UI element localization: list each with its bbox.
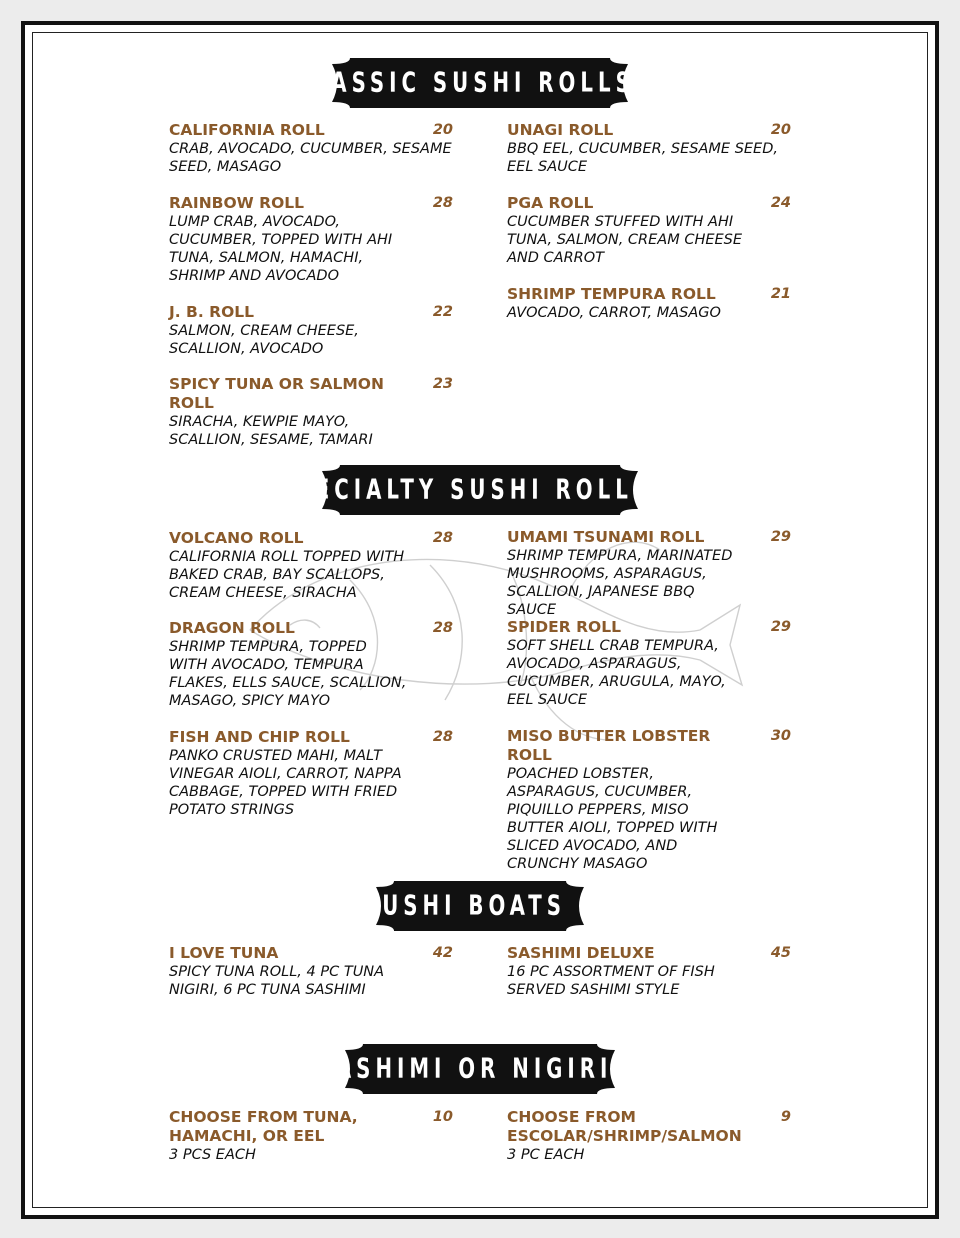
item-description: SHRIMP TEMPURA, MARINATED MUSHROOMS, ASPARAGUS, SCALLION, JAPANESE BBQ SAUCE <box>507 548 733 618</box>
menu-item <box>169 194 409 285</box>
menu-item <box>507 727 747 873</box>
menu-item <box>169 1108 369 1164</box>
item-description: SIRACHA, KEWPIE MAYO, SCALLION, SESAME, TAMARI <box>169 414 373 448</box>
item-name: UMAMI TSUNAMI ROLL <box>507 528 705 546</box>
item-name: SASHIMI DELUXE <box>507 944 655 962</box>
item-price: 20 <box>432 122 453 138</box>
item-price: 30 <box>770 728 791 744</box>
menu-item <box>169 529 409 602</box>
section-mark: * <box>588 889 598 911</box>
item-description: CUCUMBER STUFFED WITH AHI TUNA, SALMON, CREAM CHEESE AND CARROT <box>507 214 743 266</box>
menu-item <box>169 944 394 999</box>
section-mark: * <box>674 473 684 495</box>
item-price: 45 <box>770 945 791 961</box>
section-mark: * <box>656 66 666 88</box>
section-banner-classic <box>0 58 960 108</box>
item-description: SPICY TUNA ROLL, 4 PC TUNA NIGIRI, 6 PC TUNA SASHIMI <box>169 964 385 998</box>
menu-item <box>507 194 747 267</box>
item-name: I LOVE TUNA <box>169 944 279 962</box>
menu-item <box>169 728 409 819</box>
section-mark: * <box>634 1052 644 1074</box>
section-banner-boats <box>0 881 960 931</box>
section-title-classic: CLASSIC SUSHI ROLLS <box>294 67 635 99</box>
item-price: 29 <box>770 619 791 635</box>
menu-item <box>507 528 747 619</box>
item-price: 23 <box>432 376 453 392</box>
item-name: J. B. ROLL <box>169 303 255 321</box>
item-price: 21 <box>770 286 791 302</box>
item-name: RAINBOW ROLL <box>169 194 305 212</box>
item-name: SPIDER ROLL <box>507 618 621 636</box>
item-name: MISO BUTTER LOBSTER ROLL <box>507 727 711 764</box>
item-description: LUMP CRAB, AVOCADO, CUCUMBER, TOPPED WITH AHI TUNA, SALMON, HAMACHI, SHRIMP AND AVOCADO <box>169 214 393 284</box>
item-description: 3 PC EACH <box>507 1147 585 1163</box>
menu-item <box>507 285 792 322</box>
section-title-boats: SUSHI BOATS <box>362 890 567 922</box>
item-price: 28 <box>432 729 453 745</box>
item-price: 28 <box>432 620 453 636</box>
item-name: DRAGON ROLL <box>169 619 295 637</box>
menu-item <box>507 944 732 999</box>
item-price: 22 <box>432 304 453 320</box>
item-description: CRAB, AVOCADO, CUCUMBER, SESAME SEED, MASAGO <box>169 141 452 175</box>
section-banner-specialty <box>0 465 960 515</box>
item-description: BBQ EEL, CUCUMBER, SESAME SEED, EEL SAUCE <box>507 141 778 175</box>
item-description: POACHED LOBSTER, ASPARAGUS, CUCUMBER, PIQUILLO PEPPERS, MISO BUTTER AIOLI, TOPPED WITH SLICED AVOCADO, AND CRUNCHY MASAGO <box>507 766 718 872</box>
item-name: CALIFORNIA ROLL <box>169 121 325 139</box>
item-name: UNAGI ROLL <box>507 121 614 139</box>
item-name: PGA ROLL <box>507 194 594 212</box>
menu-item <box>507 121 792 176</box>
item-price: 29 <box>770 529 791 545</box>
menu-item <box>169 303 369 358</box>
section-title-specialty: SPECIALTY SUSHI ROLLS <box>276 474 653 506</box>
item-name: FISH AND CHIP ROLL <box>169 728 350 746</box>
item-price: 9 <box>780 1109 791 1125</box>
menu-item <box>507 618 732 709</box>
item-description: SHRIMP TEMPURA, TOPPED WITH AVOCADO, TEMPURA FLAKES, ELLS SAUCE, SCALLION, MASAGO, SPICY MAYO <box>169 639 407 709</box>
item-description: SALMON, CREAM CHEESE, SCALLION, AVOCADO <box>169 323 359 357</box>
item-description: AVOCADO, CARROT, MASAGO <box>507 305 721 321</box>
item-description: 3 PCS EACH <box>169 1147 256 1163</box>
item-price: 10 <box>432 1109 453 1125</box>
item-name: CHOOSE FROM ESCOLAR/SHRIMP/SALMON <box>507 1108 742 1145</box>
item-price: 42 <box>432 945 453 961</box>
item-name: VOLCANO ROLL <box>169 529 304 547</box>
item-name: CHOOSE FROM TUNA, HAMACHI, OR EEL <box>169 1108 358 1145</box>
menu-item <box>169 375 419 449</box>
menu-item <box>507 1108 742 1164</box>
item-description: CALIFORNIA ROLL TOPPED WITH BAKED CRAB, BAY SCALLOPS, CREAM CHEESE, SIRACHA <box>169 549 405 601</box>
item-price: 28 <box>432 530 453 546</box>
item-description: PANKO CRUSTED MAHI, MALT VINEGAR AIOLI, CARROT, NAPPA CABBAGE, TOPPED WITH FRIED POTATO STRINGS <box>169 748 402 818</box>
menu-item <box>169 121 454 176</box>
section-banner-sashimi <box>0 1044 960 1094</box>
item-price: 28 <box>432 195 453 211</box>
item-description: 16 PC ASSORTMENT OF FISH SERVED SASHIMI STYLE <box>507 964 715 998</box>
item-description: SOFT SHELL CRAB TEMPURA, AVOCADO, ASPARAGUS, CUCUMBER, ARUGULA, MAYO, EEL SAUCE <box>507 638 726 708</box>
section-title-sashimi: SASHIMI OR NIGIRI <box>316 1053 613 1085</box>
item-price: 20 <box>770 122 791 138</box>
item-name: SHRIMP TEMPURA ROLL <box>507 285 716 303</box>
item-price: 24 <box>770 195 791 211</box>
item-name: SPICY TUNA OR SALMON ROLL <box>169 375 384 412</box>
menu-item <box>169 619 409 710</box>
